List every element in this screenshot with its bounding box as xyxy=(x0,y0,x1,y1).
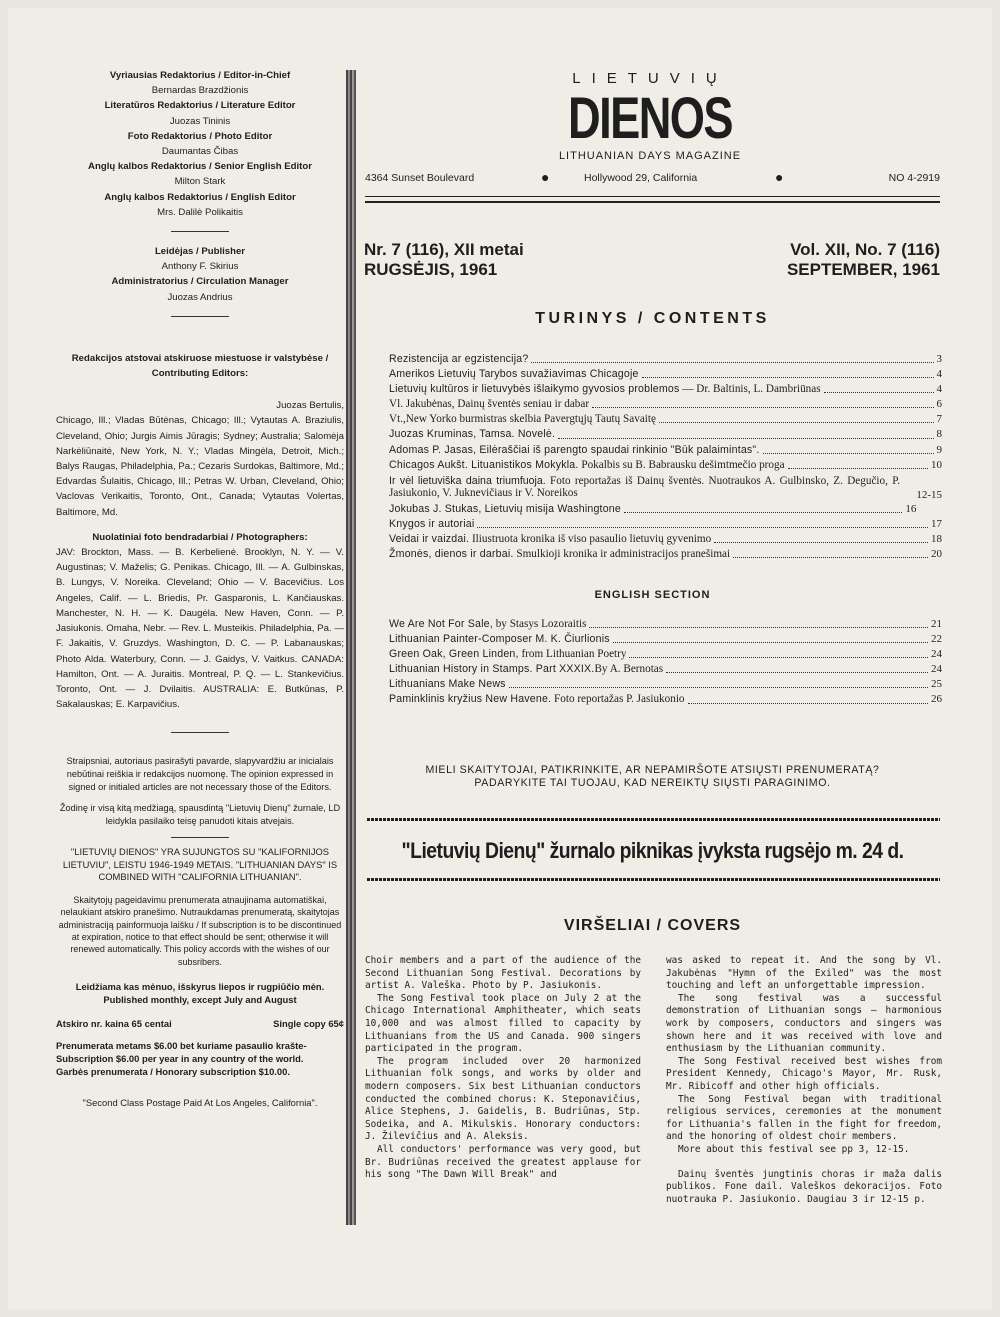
bullet-icon: ● xyxy=(775,169,784,185)
toc-entry-title xyxy=(389,427,555,442)
toc-entry-title xyxy=(389,382,821,397)
masthead-rule xyxy=(365,196,940,203)
toc-entry xyxy=(389,458,942,473)
city-address: Hollywood 29, California xyxy=(584,172,698,184)
toc-entry-title xyxy=(389,517,474,532)
covers-column-right xyxy=(666,955,942,1206)
toc-entry-title-main: Lithuanian History in Stamps. Part XXXIX. xyxy=(389,663,595,676)
toc-leader-dots xyxy=(733,557,928,558)
toc-page-number: 4 xyxy=(936,383,942,396)
toc-entry-title-detail: By A. Bernotas xyxy=(594,663,664,676)
toc-page-number: 25 xyxy=(931,678,942,691)
toc-leader-dots xyxy=(477,527,928,528)
toc-leader-dots xyxy=(624,512,902,513)
staff-name: Mrs. Dalilė Polikaitis xyxy=(157,206,243,218)
rights-note: Žodinę ir visą kitą medžiagą, spausdintą "Lietuvių Dienų" žurnale, LD leidykla pasilaiko teisę panudoti kitais atvejais. xyxy=(59,803,341,826)
toc-entry-title-main: Lithuanians Make News xyxy=(389,678,506,691)
staff-name: Daumantas Čibas xyxy=(161,146,239,158)
issue-en xyxy=(787,240,940,280)
toc-page-number: 4 xyxy=(936,368,942,381)
toc-page-number: 8 xyxy=(936,428,942,441)
staff-role: Vyriausias Redaktorius / Editor-in-Chief xyxy=(109,70,291,81)
toc-page-number: 9 xyxy=(936,443,942,456)
staff-name: Anthony F. Skirius xyxy=(161,261,239,273)
toc-entry-title xyxy=(389,443,760,458)
toc-entry-title-main: Ir vėl lietuviška daina triumfuoja. xyxy=(389,474,546,487)
toc-leader-dots xyxy=(531,362,933,363)
toc-entry-title-main: Green Oak, Green Linden, xyxy=(389,648,519,661)
toc-entry-title-main: Paminklinis kryžius New Havene. xyxy=(389,693,552,706)
staff-name: Juozas Tininis xyxy=(169,115,231,127)
toc-page-number: 10 xyxy=(931,458,942,471)
staff-role: Leidėjas / Publisher xyxy=(154,246,246,258)
toc-entry-title xyxy=(389,662,663,677)
divider xyxy=(171,732,229,733)
toc-entry-title-main: Žmonės, dienos ir darbai. xyxy=(389,547,514,560)
contributing-editors-title: Redakcijos atstovai atskiruose miestuose ir valstybėse / Contributing Editors: xyxy=(71,352,329,380)
toc-leader-dots xyxy=(788,468,928,469)
toc-entry xyxy=(389,517,942,532)
toc-page-number: 7 xyxy=(936,413,942,426)
issue-number-lt: Nr. 7 (116), XII metai xyxy=(364,240,524,259)
toc-entry-title-detail: Iliustruota kronika iš viso pasaulio lietuvių gyvenimo xyxy=(469,532,712,545)
toc-entry-title xyxy=(389,502,621,517)
photographers-title: Nuolatiniai foto bendradarbiai / Photographers: xyxy=(92,531,308,543)
toc-entry-title-detail: Pokalbis su B. Babrausku dešimtmečio proga xyxy=(578,458,785,471)
subscription-en: Subscription $6.00 per year in any country of the world. xyxy=(56,1053,304,1065)
toc-leader-dots xyxy=(659,422,934,423)
staff-name: Juozas Andrius xyxy=(167,291,233,303)
combined-note: "LIETUVIŲ DIENOS" YRA SUJUNGTOS SU "KALIFORNIJOS LIETUVIU", LEISTU 1946-1949 METAIS. "LITHUANIAN DAYS" IS COMBINED WITH "CALIFORNIA LITHUANIAN". xyxy=(62,846,338,883)
toc-entry-title xyxy=(389,412,656,427)
toc-page-number: 12-15 xyxy=(916,488,942,501)
toc-entry-title xyxy=(389,458,785,473)
english-section-title: ENGLISH SECTION xyxy=(594,589,711,601)
toc-entry-title-detail: Foto reportažas P. Jasiukonio xyxy=(551,693,685,706)
staff-name: Bernardas Brazdžionis xyxy=(151,85,249,97)
toc-entry-title-main: Lithuanian Painter-Composer M. K. Čiurlionis xyxy=(389,633,610,646)
divider xyxy=(171,316,229,317)
toc-leader-dots xyxy=(613,642,928,643)
toc-entry xyxy=(389,352,942,367)
toc-leader-dots xyxy=(763,453,934,454)
covers-paragraph: The song festival was a successful demonstration of Lithuanian songs — harmonious work by composers, conductors and singers was shown here and it was received with love and enthusiasm by the Lithuanian community. xyxy=(666,992,942,1055)
covers-title: VIRŠELIAI / COVERS xyxy=(563,917,742,934)
toc-entry-title-detail: Vl. Jakubėnas, Dainų šventės seniau ir dabar xyxy=(389,398,590,411)
covers-paragraph: The Song Festival took place on July 2 at the Chicago International Amphitheater, which seats 10,000 and was almost filled to capacity by Lithuanians from the US and Canada. 900 singers participated in the program. xyxy=(365,992,641,1055)
staff-role: Anglų kalbos Redaktorius / English Editor xyxy=(104,191,296,203)
toc-entry-title-detail: Foto reportažas iš Dainų šventės. Nuotraukos A. Gulbinsko, Z. Degučio, P. Jasiukonio, V. Juknevičiaus ir V. Noreikos xyxy=(389,474,900,500)
table-of-contents-en xyxy=(389,617,942,708)
staff-name: Milton Stark xyxy=(174,176,226,188)
toc-entry xyxy=(389,382,942,397)
covers-paragraph: All conductors' performance was very good, but Br. Budriūnas received the greatest applause for his song "The Dawn Will Break" and xyxy=(365,1143,641,1181)
toc-page-number: 24 xyxy=(931,648,942,661)
toc-entry xyxy=(389,617,942,632)
toc-entry-title-main: We Are Not For Sale, xyxy=(389,618,493,630)
toc-entry-title-detail: Vt.,New Yorko burmistras skelbia Pavergtųjų Tautų Savaitę xyxy=(389,413,656,426)
subscription-notice xyxy=(365,764,940,790)
toc-page-number: 18 xyxy=(931,532,942,545)
toc-entry xyxy=(389,662,942,677)
toc-leader-dots xyxy=(642,377,934,378)
subscription-info xyxy=(56,1039,344,1079)
toc-entry-title-main: Amerikos Lietuvių Tarybos suvažiavimas Chicagoje xyxy=(389,368,639,381)
covers-paragraph: The program included over 20 harmonized Lithuanian folk songs, and works by older and modern composers. Six best Lithuanian conductors conducted the combined chorus: K. Steponavičius, Alice Stephens, J. Gaidelis, B. Budriūnas, Stp. Sodeika, and A. Mikulskis. Honorary conductors: J. Žilevičius and A. Aleksis. xyxy=(365,1055,641,1143)
toc-entry-title xyxy=(389,547,730,562)
picnic-announcement: "Lietuvių Dienų" žurnalo piknikas įvyksta rugsėjo m. 24 d. xyxy=(401,838,904,863)
toc-entry-title-detail: by Stasys Lozoraitis xyxy=(492,618,587,630)
toc-page-number: 16 xyxy=(905,502,917,515)
covers-paragraph: was asked to repeat it. And the song by Vl. Jakubėnas "Hymn of the Exiled" was the most touching and left an unforgettable impression. xyxy=(666,955,942,992)
toc-leader-dots xyxy=(714,542,928,543)
staff-role: Administratorius / Circulation Manager xyxy=(111,276,289,288)
vertical-bar xyxy=(346,70,356,1225)
toc-page-number: 20 xyxy=(931,547,942,560)
covers-paragraph: The Song Festival began with traditional religious services, ceremonies at the monument for Lithuania's fallen in the fight for freedom, and the honoring of oldest choir members. xyxy=(666,1093,942,1143)
toc-page-number: 24 xyxy=(931,663,942,676)
notice-line-2: PADARYKITE TAI TUOJAU, KAD NEREIKTŲ SIŲSTI PARAGINIMO. xyxy=(474,777,831,789)
staff-role: Foto Redaktorius / Photo Editor xyxy=(127,130,273,142)
toc-leader-dots xyxy=(688,703,928,704)
contributing-editors-first: Juozas Bertulis, xyxy=(276,400,344,412)
toc-leader-dots xyxy=(629,657,928,658)
street-address: 4364 Sunset Boulevard xyxy=(365,172,475,184)
toc-page-number: 21 xyxy=(931,618,942,630)
covers-paragraph: Dainų šventės jungtinis choras ir maža dalis publikos. Fone dail. Valeškos dekoracijos. Foto nuotrauka P. Jasiukonio. Daugiau 3 ir 12-15 p. xyxy=(666,1168,942,1205)
toc-entry-title-detail: from Lithuanian Poetry xyxy=(518,648,627,661)
publication-frequency xyxy=(56,980,344,1006)
honorary-subscription: Garbės prenumerata / Honorary subscription $10.00. xyxy=(56,1066,290,1078)
frequency-lt: Leidžiama kas mėnuo, išskyrus liepos ir rugpiūčio mėn. xyxy=(75,980,325,992)
staff-column xyxy=(56,68,344,1110)
price-row xyxy=(56,1016,344,1031)
frequency-en: Published monthly, except July and August xyxy=(103,993,297,1005)
issue-lt xyxy=(364,240,524,280)
postage-note: "Second Class Postage Paid At Los Angeles, California". xyxy=(82,1096,318,1108)
issue-date-lt: RUGSĖJIS, 1961 xyxy=(364,260,498,279)
toc-entry-title-main: Chicagos Aukšt. Lituanistikos Mokykla. xyxy=(389,458,579,471)
toc-entry xyxy=(389,547,942,562)
toc-page-number: 22 xyxy=(931,633,942,646)
toc-entry xyxy=(389,502,916,517)
phone-number: NO 4-2919 xyxy=(888,172,940,184)
table-of-contents-lt xyxy=(389,352,942,562)
price-lt: Atskiro nr. kaina 65 centai xyxy=(56,1017,172,1029)
wavy-rule xyxy=(367,818,940,821)
covers-paragraph: Choir members and a part of the audience of the Second Lithuanian Song Festival. Decorations by artist A. Valeška. Photo by P. Jasiukonis. xyxy=(365,955,641,992)
toc-page-number: 26 xyxy=(931,693,942,706)
covers-paragraph: The Song Festival received best wishes from President Kennedy, Chicago's Mayor, Mr. Rusk, Mr. Ribicoff and other high officials. xyxy=(666,1055,942,1092)
renewal-note: Skaitytojų pageidavimu prenumerata atnaujinama automatiškai, nelaukiant atskiro pranešimo. Nutraukdamas prenumeratą, skaitytojas administraciją painformuoja laišku / If subscription is to be discontinued at expiration, notice to that effect should be sent; otherwise it will renewed automatically. This policy accords with the wishes of our subsribers. xyxy=(58,895,342,967)
masthead-top: LIETUVIŲ xyxy=(572,70,728,87)
toc-entry xyxy=(389,397,942,412)
toc-entry xyxy=(389,532,942,547)
toc-leader-dots xyxy=(509,687,928,688)
toc-entry-title-main: Lietuvių kultūros ir lietuvybės išlaikymo gyvosios problemos xyxy=(389,383,680,396)
toc-entry-title-detail: Smulkioji kronika ir administracijos pranešimai xyxy=(513,547,731,560)
toc-page-number: 6 xyxy=(936,398,942,411)
contributing-editors-list: Chicago, Ill.; Vladas Būtėnas, Chicago; Ill.; Vytautas A. Braziulis, Cleveland, Ohio; Jurgis Aimis Jūragis; Sydney; Australia; Salomėja Narkėliūnaitė, New York, N. Y.; Vladas Mingėla, Detroit, Mich.; Balys Raugas, Philadelphia, Pa.; Cezaris Surdokas, Baltimore, Md.; Edvardas Šulaitis, Chicago, Ill.; Petras W. Urban, Cleveland, Ohio; Vaclovas Verikaitis, Toronto, Ont., Canada; Vytautas Volertas, Baltimore, Md. xyxy=(56,415,344,518)
toc-leader-dots xyxy=(824,392,934,393)
opinion-note: Straipsniai, autoriaus pasirašyti pavarde, slapyvardžiu ar inicialais nebūtinai reiškia ir redakcijos nuomonę. The opinion expressed in signed or initialed articles are not necessary those of the Editors. xyxy=(66,756,334,792)
toc-entry xyxy=(389,427,942,442)
toc-entry-title-main: Adomas P. Jasas, Eilėraščiai iš parengto spaudai rinkinio "Būk palaimintas". xyxy=(389,443,760,456)
toc-entry-title xyxy=(389,367,639,382)
toc-entry-title xyxy=(389,632,610,647)
divider xyxy=(171,837,229,838)
issue-number-en: Vol. XII, No. 7 (116) xyxy=(790,240,940,259)
bullet-icon: ● xyxy=(541,169,550,185)
photographers-list: JAV: Brockton, Mass. — B. Kerbelienė. Brooklyn, N. Y. — V. Augustinas; V. Maželis; G. Penikas. Chicago, Ill. — A. Gulbinskas, B. Lungys, V. Noreika. Cleveland; Ohio — V. Bacevičius. Los Angeles, Calif. — L. Briedis, Pr. Gasparonis, L. Kančiauskas. Manchester, N. H. — K. Daugėla. New Haven, Conn. — P. Jasiukonis. Omaha, Nebr. — Rev. L. Musteikis. Philadelphia, Pa. — F. Jakaitis, V. Gruzdys. Washington, D. C. — P. Labanauskas; Photo Alda. Waterbury, Conn. — J. Gaidys, V. Vaitkus. CANADA: Hamilton, Ont. — A. Juraitis. Montreal, P. Q. — L. Stankevičius. Toronto, Ont. — J. Dvilaitis. AUSTRALIA: E. Butkūnas, P. Sakalauskas; E. Karpavičius. xyxy=(56,547,344,711)
toc-entry xyxy=(389,367,942,382)
toc-entry-title xyxy=(389,532,711,547)
toc-page-number: 3 xyxy=(936,353,942,365)
notice-line-1: MIELI SKAITYTOJAI, PATIKRINKITE, AR NEPAMIRŠOTE ATSIŲSTI PRENUMERATĄ? xyxy=(425,764,880,776)
toc-entry xyxy=(389,632,942,647)
toc-entry xyxy=(389,443,942,458)
toc-entry-title-main: Veidai ir vaizdai. xyxy=(389,532,470,545)
staff-role: Anglų kalbos Redaktorius / Senior English Editor xyxy=(88,161,312,173)
issue-date-en: SEPTEMBER, 1961 xyxy=(786,260,940,279)
toc-entry-title-main: Knygos ir autoriai xyxy=(389,517,475,530)
toc-entry xyxy=(389,692,942,707)
toc-leader-dots xyxy=(589,627,928,628)
toc-leader-dots xyxy=(558,438,933,439)
toc-entry-title xyxy=(389,475,942,500)
toc-page-number: 17 xyxy=(931,517,942,530)
toc-entry xyxy=(389,475,942,500)
staff-role: Literatūros Redaktorius / Literature Editor xyxy=(104,100,296,112)
publisher-list xyxy=(56,244,344,305)
contents-title: TURINYS / CONTENTS xyxy=(535,310,770,327)
covers-column-left xyxy=(365,955,641,1182)
divider xyxy=(171,231,229,232)
toc-entry xyxy=(389,412,942,427)
staff-list xyxy=(56,68,344,220)
masthead-title: DIENOS xyxy=(567,86,733,151)
toc-entry xyxy=(389,677,942,692)
toc-entry-title xyxy=(389,647,626,662)
subscription-lt: Prenumerata metams $6.00 bet kuriame pasaulio krašte- xyxy=(56,1040,307,1052)
covers-paragraph: More about this festival see pp 3, 12-15. xyxy=(678,1143,910,1155)
toc-entry-title-main: Juozas Kruminas, Tamsa. Novelė. xyxy=(389,428,556,441)
toc-entry-title-main: Rezistencija ar egzistencija? xyxy=(389,353,529,365)
toc-entry-title xyxy=(389,677,506,692)
toc-entry xyxy=(389,647,942,662)
price-en: Single copy 65¢ xyxy=(273,1017,344,1029)
wavy-rule xyxy=(367,878,940,881)
toc-entry-title xyxy=(389,352,528,367)
toc-entry-title-detail: — Dr. Baltinis, L. Dambriūnas xyxy=(679,383,821,396)
toc-leader-dots xyxy=(592,407,933,408)
toc-entry-title-main: Jokubas J. Stukas, Lietuvių misija Washingtone xyxy=(389,502,621,515)
toc-entry-title xyxy=(389,692,685,707)
toc-leader-dots xyxy=(666,672,928,673)
masthead-subtitle: LITHUANIAN DAYS MAGAZINE xyxy=(558,150,742,162)
toc-entry-title xyxy=(389,617,586,632)
toc-entry-title xyxy=(389,397,589,412)
